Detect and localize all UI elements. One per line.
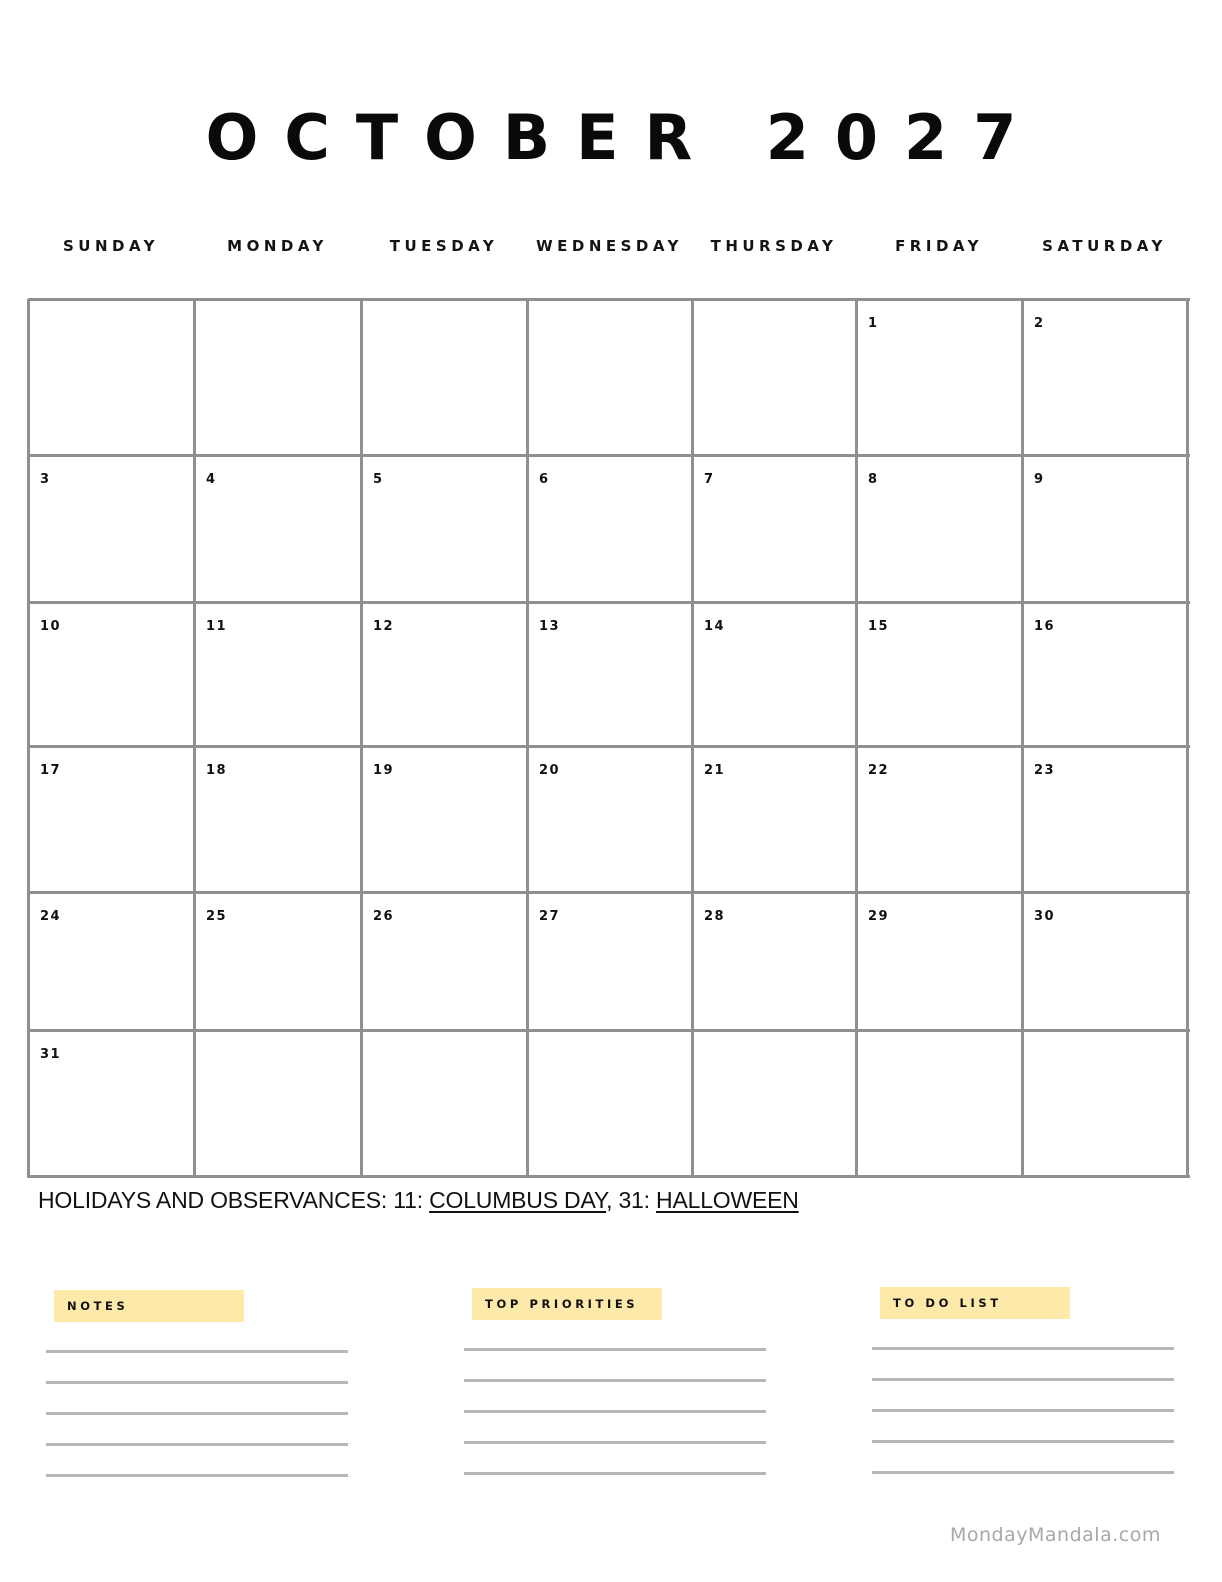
writing-line: [464, 1472, 766, 1475]
page-title: OCTOBER 2027: [205, 101, 1043, 174]
day-number: 3: [40, 472, 51, 487]
day-cell[interactable]: [856, 455, 1022, 602]
day-number: 30: [1034, 909, 1056, 924]
day-cell[interactable]: [527, 746, 692, 892]
day-cell[interactable]: [194, 746, 361, 892]
day-cell[interactable]: [1022, 299, 1187, 455]
day-number: 27: [539, 909, 561, 924]
holiday-link-halloween[interactable]: HALLOWEEN: [656, 1187, 799, 1213]
weekday-wednesday: WEDNESDAY: [536, 237, 683, 255]
day-cell[interactable]: [1022, 892, 1187, 1030]
day-cell[interactable]: [692, 602, 856, 746]
day-cell[interactable]: [28, 602, 194, 746]
to-do-list-section: [872, 1287, 1174, 1487]
writing-line: [46, 1443, 348, 1446]
day-cell[interactable]: [527, 602, 692, 746]
notes-section: [46, 1290, 348, 1490]
day-number: 9: [1034, 472, 1045, 487]
day-number: 21: [704, 763, 726, 778]
day-number: 1: [868, 316, 879, 331]
day-cell[interactable]: [194, 455, 361, 602]
day-number: 15: [868, 619, 890, 634]
day-cell[interactable]: [1022, 1030, 1187, 1176]
day-number: 16: [1034, 619, 1056, 634]
holiday-link-columbus-day[interactable]: COLUMBUS DAY: [429, 1187, 607, 1213]
notes-label: NOTES: [54, 1290, 244, 1322]
day-number: 20: [539, 763, 561, 778]
day-number: 22: [868, 763, 890, 778]
day-cell[interactable]: [361, 1030, 527, 1176]
writing-line: [872, 1409, 1174, 1412]
day-number: 29: [868, 909, 890, 924]
day-cell[interactable]: [527, 1030, 692, 1176]
day-cell[interactable]: [692, 455, 856, 602]
day-cell[interactable]: [856, 299, 1022, 455]
holidays-prefix: HOLIDAYS AND OBSERVANCES:: [38, 1187, 394, 1213]
holiday-separator: ,: [606, 1187, 619, 1213]
weekday-header-row: [0, 234, 1222, 258]
day-number: 8: [868, 472, 879, 487]
day-cell[interactable]: [28, 455, 194, 602]
day-number: 5: [373, 472, 384, 487]
calendar-grid: [28, 299, 1187, 1176]
day-cell[interactable]: [28, 892, 194, 1030]
day-number: 28: [704, 909, 726, 924]
top-priorities-label: TOP PRIORITIES: [472, 1288, 662, 1320]
day-cell[interactable]: [856, 602, 1022, 746]
day-cell[interactable]: [361, 455, 527, 602]
day-cell[interactable]: [28, 299, 194, 455]
holiday-day: 11:: [393, 1187, 430, 1213]
day-number: 13: [539, 619, 561, 634]
day-cell[interactable]: [856, 746, 1022, 892]
holidays-and-observances: [38, 1187, 799, 1214]
day-number: 14: [704, 619, 726, 634]
weekday-friday: FRIDAY: [895, 237, 983, 255]
day-number: 6: [539, 472, 550, 487]
writing-line: [872, 1378, 1174, 1381]
day-number: 18: [206, 763, 228, 778]
day-cell[interactable]: [527, 455, 692, 602]
day-cell[interactable]: [194, 602, 361, 746]
day-number: 7: [704, 472, 715, 487]
writing-line: [464, 1441, 766, 1444]
day-number: 2: [1034, 316, 1045, 331]
day-cell[interactable]: [361, 299, 527, 455]
day-cell[interactable]: [361, 602, 527, 746]
day-cell[interactable]: [194, 299, 361, 455]
writing-line: [464, 1379, 766, 1382]
day-number: 4: [206, 472, 217, 487]
writing-line: [872, 1440, 1174, 1443]
day-number: 11: [206, 619, 228, 634]
day-number: 10: [40, 619, 62, 634]
day-cell[interactable]: [1022, 455, 1187, 602]
day-cell[interactable]: [856, 892, 1022, 1030]
weekday-sunday: SUNDAY: [62, 237, 160, 255]
day-number: 25: [206, 909, 228, 924]
day-cell[interactable]: [361, 892, 527, 1030]
day-cell[interactable]: [527, 299, 692, 455]
day-number: 24: [40, 909, 62, 924]
writing-line: [46, 1412, 348, 1415]
top-priorities-section: [464, 1288, 766, 1488]
weekday-thursday: THURSDAY: [710, 237, 838, 255]
day-cell[interactable]: [692, 1030, 856, 1176]
weekday-monday: MONDAY: [227, 237, 328, 255]
day-cell[interactable]: [692, 892, 856, 1030]
day-cell[interactable]: [361, 746, 527, 892]
day-number: 26: [373, 909, 395, 924]
writing-line: [464, 1348, 766, 1351]
day-cell[interactable]: [28, 746, 194, 892]
day-cell[interactable]: [28, 1030, 194, 1176]
day-cell[interactable]: [856, 1030, 1022, 1176]
day-number: 23: [1034, 763, 1056, 778]
writing-line: [46, 1474, 348, 1477]
writing-line: [46, 1350, 348, 1353]
to-do-list-label: TO DO LIST: [880, 1287, 1070, 1319]
writing-line: [46, 1381, 348, 1384]
day-number: 12: [373, 619, 395, 634]
writing-line: [872, 1347, 1174, 1350]
day-number: 17: [40, 763, 62, 778]
day-cell[interactable]: [1022, 746, 1187, 892]
day-number: 19: [373, 763, 395, 778]
day-cell[interactable]: [692, 746, 856, 892]
day-number: 31: [40, 1047, 62, 1062]
writing-line: [464, 1410, 766, 1413]
day-cell[interactable]: [194, 892, 361, 1030]
day-cell[interactable]: [1022, 602, 1187, 746]
watermark: MondayMandala.com: [950, 1524, 1161, 1546]
holiday-day: 31:: [618, 1187, 657, 1213]
day-cell[interactable]: [527, 892, 692, 1030]
writing-line: [872, 1471, 1174, 1474]
day-cell[interactable]: [692, 299, 856, 455]
weekday-tuesday: TUESDAY: [389, 237, 499, 255]
weekday-saturday: SATURDAY: [1042, 237, 1167, 255]
day-cell[interactable]: [194, 1030, 361, 1176]
